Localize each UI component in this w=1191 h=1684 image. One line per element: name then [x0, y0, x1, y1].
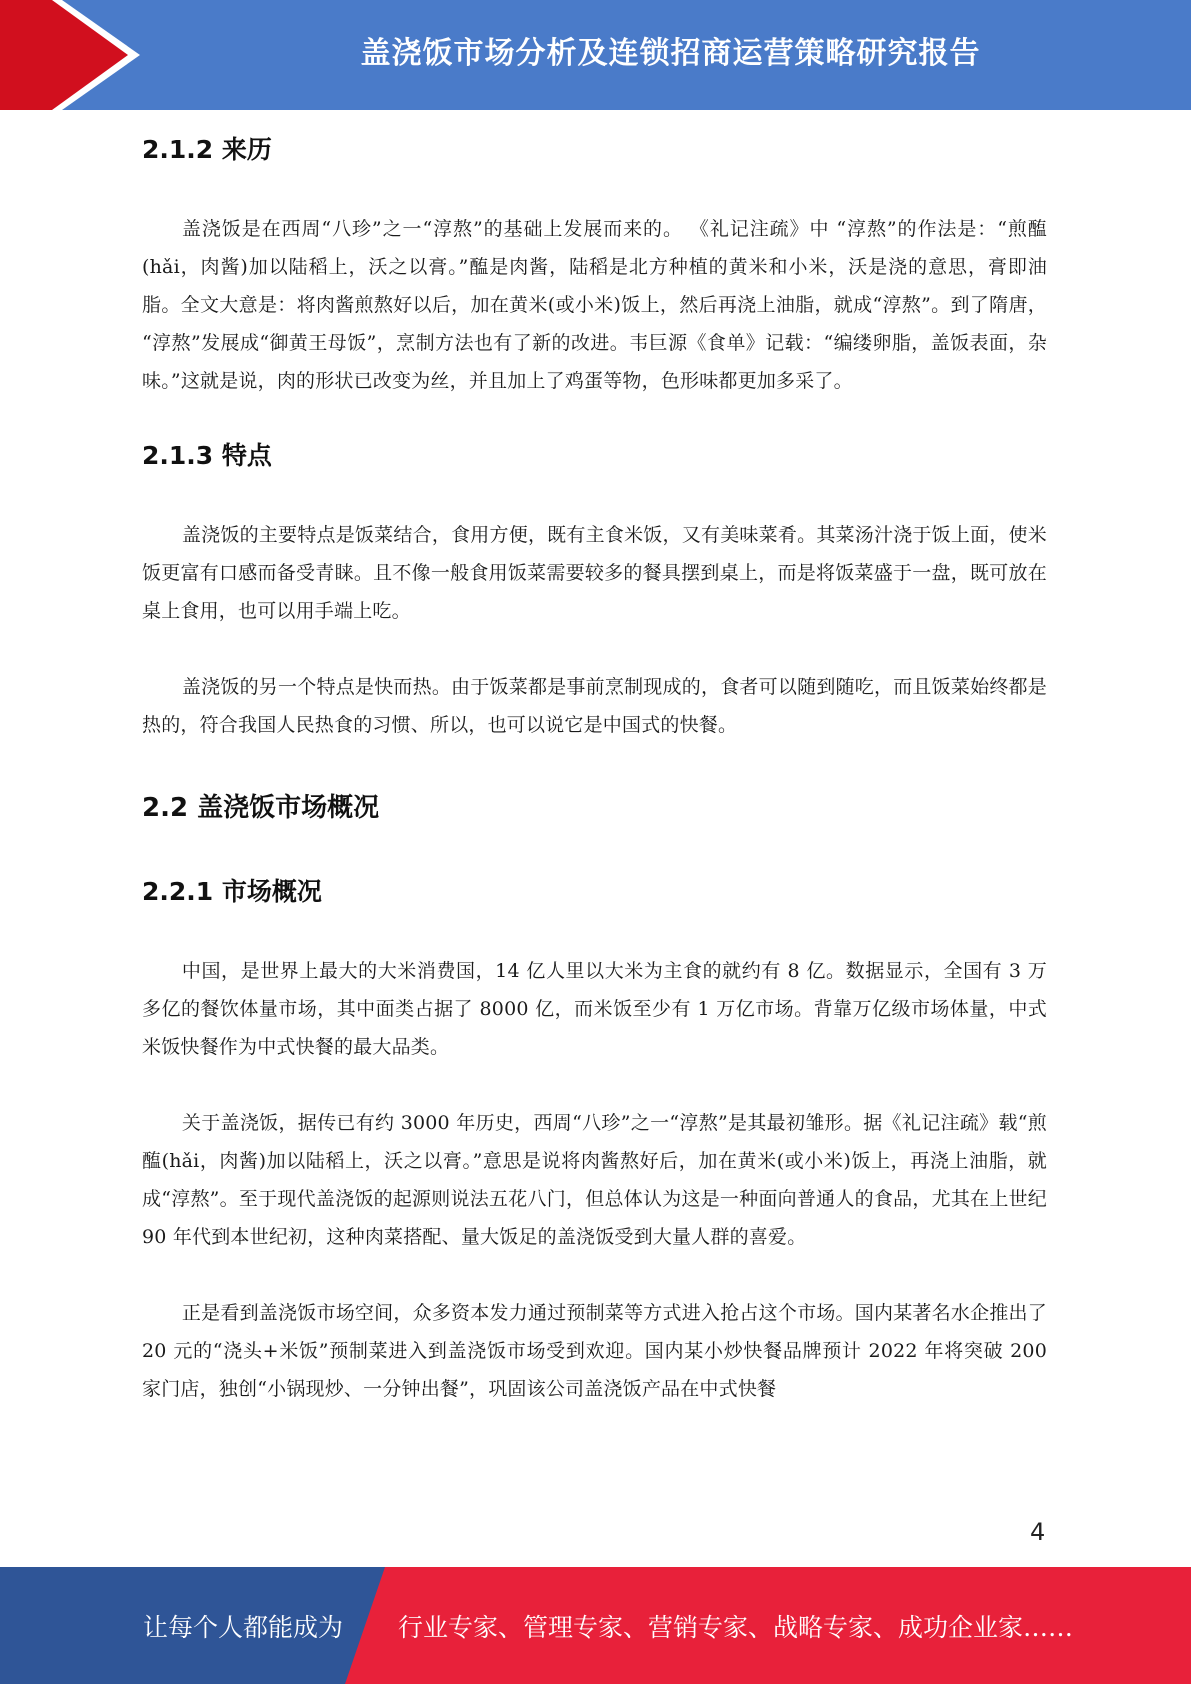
- page-content: [142, 120, 1047, 1408]
- document-title: 盖浇饭市场分析及连锁招商运营策略研究报告: [360, 36, 981, 71]
- paragraph: 正是看到盖浇饭市场空间，众多资本发力通过预制菜等方式进入抢占这个市场。国内某著名水企推出了 20 元的“浇头+米饭”预制菜进入到盖浇饭市场受到欢迎。国内某小炒快餐品牌预计 2022 年将突破 200 家门店，独创“小锅现炒、一分钟出餐”，巩固该公司盖浇饭产品在中式快餐: [142, 1302, 1047, 1400]
- footer-slogan-left: 让每个人都能成为: [143, 1612, 344, 1642]
- section-heading-2-2: 2.2 盖浇饭市场概况: [142, 793, 380, 823]
- page-header: [0, 0, 1191, 110]
- section-heading-2-2-1: 2.2.1 市场概况: [142, 877, 322, 906]
- section-heading-2-1-3: 2.1.3 特点: [142, 441, 272, 470]
- paragraph: 盖浇饭的主要特点是饭菜结合，食用方便，既有主食米饭，又有美味菜肴。其菜汤汁浇于饭上面，使米饭更富有口感而备受青睐。且不像一般食用饭菜需要较多的餐具摆到桌上，而是将饭菜盛于一盘，既可放在桌上食用，也可以用手端上吃。: [142, 524, 1047, 622]
- footer-slogan-right: 行业专家、管理专家、营销专家、战略专家、成功企业家……: [398, 1612, 1074, 1642]
- page-footer: [0, 1567, 1191, 1684]
- page-number: 4: [1030, 1518, 1046, 1546]
- section-heading-2-1-2: 2.1.2 来历: [142, 135, 272, 164]
- paragraph: 盖浇饭的另一个特点是快而热。由于饭菜都是事前烹制现成的，食者可以随到随吃，而且饭菜始终都是热的，符合我国人民热食的习惯、所以，也可以说它是中国式的快餐。: [142, 676, 1047, 736]
- paragraph: 盖浇饭是在西周“八珍”之一“淳熬”的基础上发展而来的。 《礼记注疏》中 “淳熬”的作法是：“煎醢(hǎi，肉酱)加以陆稻上，沃之以膏。”醢是肉酱，陆稻是北方种植的黄米和小米，沃是浇的意思，膏即油脂。全文大意是：将肉酱煎熬好以后，加在黄米(或小米)饭上，然后再浇上油脂，就成“淳熬”。到了隋唐， “淳熬”发展成“御黄王母饭”，烹制方法也有了新的改进。韦巨源《食单》记载：“编缕卵脂，盖饭表面，杂味。”这就是说，肉的形状已改变为丝，并且加上了鸡蛋等物，色形味都更加多采了。: [142, 218, 1047, 392]
- header-chevron-icon: [0, 0, 160, 110]
- paragraph: 中国，是世界上最大的大米消费国，14 亿人里以大米为主食的就约有 8 亿。数据显示，全国有 3 万多亿的餐饮体量市场，其中面类占据了 8000 亿，而米饭至少有 1 万亿市场。背靠万亿级市场体量，中式米饭快餐作为中式快餐的最大品类。: [142, 960, 1047, 1058]
- paragraph: 关于盖浇饭，据传已有约 3000 年历史，西周“八珍”之一“淳熬”是其最初雏形。据《礼记注疏》载“煎醢(hǎi，肉酱)加以陆稻上，沃之以膏。”意思是说将肉酱熬好后，加在黄米(或小米)饭上，再浇上油脂，就成“淳熬”。至于现代盖浇饭的起源则说法五花八门，但总体认为这是一种面向普通人的食品，尤其在上世纪 90 年代到本世纪初，这种肉菜搭配、量大饭足的盖浇饭受到大量人群的喜爱。: [142, 1112, 1047, 1248]
